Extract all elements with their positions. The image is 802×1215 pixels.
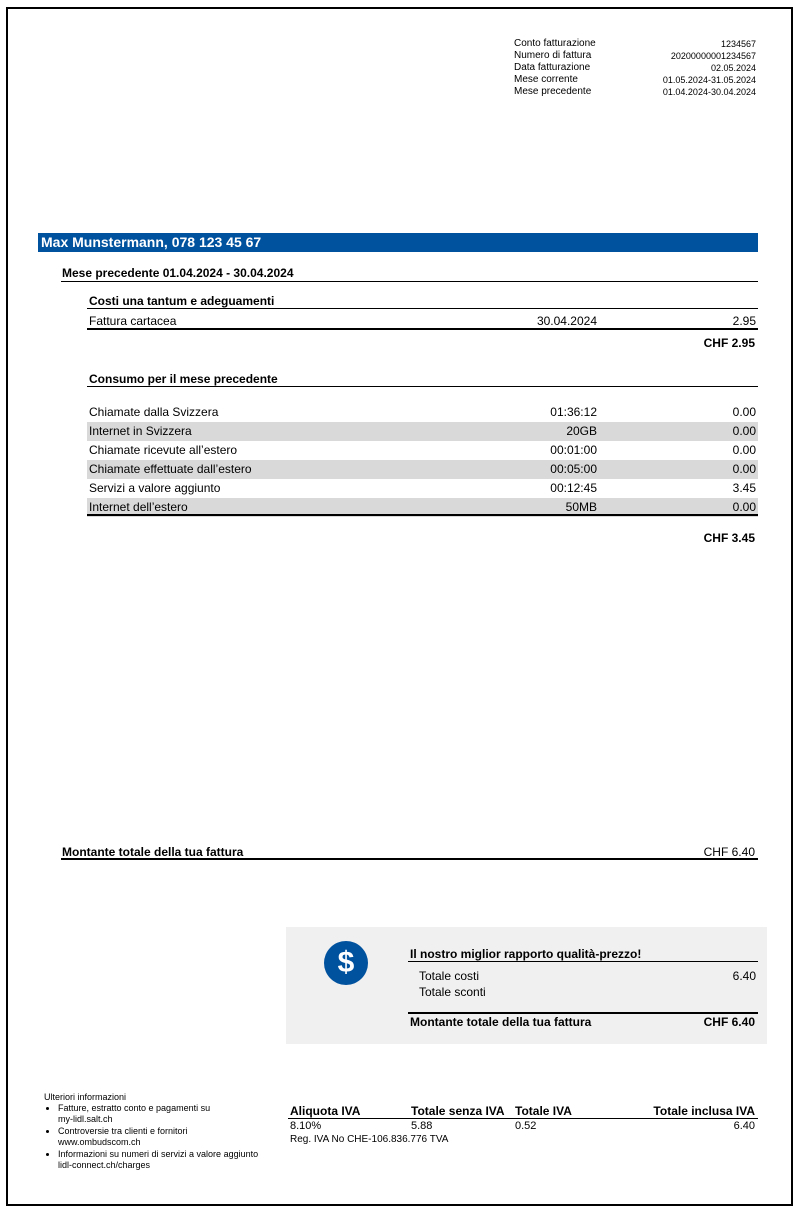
meta-row xyxy=(514,74,756,86)
item-name: Chiamate ricevute all’estero xyxy=(89,443,238,457)
vat-registration: Reg. IVA No CHE-106.836.776 TVA xyxy=(290,1134,449,1145)
summary-costs-label: Totale costi xyxy=(419,969,480,983)
meta-row xyxy=(514,38,756,50)
item-name: Chiamate effettuate dall’estero xyxy=(89,462,252,476)
footer-link[interactable]: my-lidl.salt.ch xyxy=(58,1114,113,1124)
footer-item-text: • Informazioni su numeri di servizi a valore aggiunto xyxy=(58,1149,259,1159)
item-amount: 0.00 xyxy=(732,424,756,438)
usage-total: CHF 3.45 xyxy=(703,531,755,545)
item-qty: 00:12:45 xyxy=(550,481,597,495)
divider xyxy=(408,961,758,962)
item-qty: 50MB xyxy=(565,500,597,514)
item-name: Servizi a valore aggiunto xyxy=(89,481,221,495)
grand-total-value: CHF 6.40 xyxy=(703,845,755,859)
summary-total-label: Montante totale della tua fattura xyxy=(410,1015,592,1029)
divider xyxy=(408,1012,758,1014)
table-row xyxy=(87,441,758,460)
grand-total-label: Montante totale della tua fattura xyxy=(62,845,244,859)
divider xyxy=(87,514,758,516)
footer-heading: Ulteriori informazioni xyxy=(44,1092,127,1102)
summary-total-value: CHF 6.40 xyxy=(703,1015,755,1029)
item-qty: 30.04.2024 xyxy=(536,314,597,328)
item-amount: 0.00 xyxy=(732,443,756,457)
meta-label: Numero di fattura xyxy=(514,50,592,61)
divider xyxy=(288,1118,758,1119)
vat-value: 8.10% xyxy=(290,1120,322,1132)
meta-value: 20200000001234567 xyxy=(670,51,756,61)
meta-label: Mese precedente xyxy=(514,86,592,97)
vat-value: 5.88 xyxy=(411,1120,433,1132)
footer-item-text: • Fatture, estratto conto e pagamenti su xyxy=(58,1103,211,1113)
meta-label: Data fatturazione xyxy=(514,62,591,73)
footer-link[interactable]: www.ombudscom.ch xyxy=(58,1137,141,1147)
table-row xyxy=(87,479,758,498)
summary-discounts-label: Totale sconti xyxy=(419,985,486,999)
divider xyxy=(61,281,758,282)
meta-value: 1234567 xyxy=(720,39,756,49)
meta-row xyxy=(514,86,756,98)
divider xyxy=(87,328,758,330)
meta-row xyxy=(514,62,756,74)
meta-row xyxy=(514,50,756,62)
divider xyxy=(87,308,758,309)
summary-title: Il nostro miglior rapporto qualità-prezzo! xyxy=(410,947,642,961)
one-time-title: Costi una tantum e adeguamenti xyxy=(89,294,275,308)
meta-label: Conto fatturazione xyxy=(514,38,596,49)
item-amount: 0.00 xyxy=(732,462,756,476)
footer-info xyxy=(44,1092,284,1172)
vat-header: Aliquota IVA xyxy=(290,1104,361,1118)
footer-link[interactable]: lidl-connect.ch/charges xyxy=(58,1160,151,1170)
meta-label: Mese corrente xyxy=(514,74,578,85)
item-name: Internet in Svizzera xyxy=(89,424,192,438)
item-qty: 01:36:12 xyxy=(550,405,597,419)
item-name: Fattura cartacea xyxy=(89,314,177,328)
vat-value: 0.52 xyxy=(515,1120,537,1132)
one-time-total: CHF 2.95 xyxy=(703,336,755,350)
item-name: Internet dell’estero xyxy=(89,500,188,514)
table-row xyxy=(87,422,758,441)
dollar-icon: $ xyxy=(324,941,368,985)
vat-header: Totale inclusa IVA xyxy=(653,1104,755,1118)
list-item xyxy=(58,1103,284,1125)
item-name: Chiamate dalla Svizzera xyxy=(89,405,219,419)
vat-header: Totale senza IVA xyxy=(411,1104,505,1118)
item-qty: 00:01:00 xyxy=(550,443,597,457)
vat-header: Totale IVA xyxy=(515,1104,572,1118)
list-item xyxy=(58,1126,284,1148)
divider xyxy=(61,858,758,860)
table-row xyxy=(87,460,758,479)
table-row xyxy=(87,403,758,422)
item-amount: 2.95 xyxy=(732,314,756,328)
divider xyxy=(87,386,758,387)
footer-item-text: • Controversie tra clienti e fornitori xyxy=(58,1126,188,1136)
previous-month-title: Mese precedente 01.04.2024 - 30.04.2024 xyxy=(62,266,294,280)
item-amount: 0.00 xyxy=(732,405,756,419)
list-item xyxy=(58,1149,284,1171)
item-amount: 0.00 xyxy=(732,500,756,514)
item-qty: 00:05:00 xyxy=(550,462,597,476)
customer-header: Max Munstermann, 078 123 45 67 xyxy=(38,233,758,252)
meta-value: 02.05.2024 xyxy=(710,63,756,73)
meta-value: 01.04.2024-30.04.2024 xyxy=(662,87,756,97)
usage-title: Consumo per il mese precedente xyxy=(89,372,278,386)
item-amount: 3.45 xyxy=(732,481,756,495)
summary-costs-value: 6.40 xyxy=(732,969,756,983)
meta-value: 01.05.2024-31.05.2024 xyxy=(662,75,756,85)
vat-value: 6.40 xyxy=(733,1120,755,1132)
item-qty: 20GB xyxy=(566,424,597,438)
